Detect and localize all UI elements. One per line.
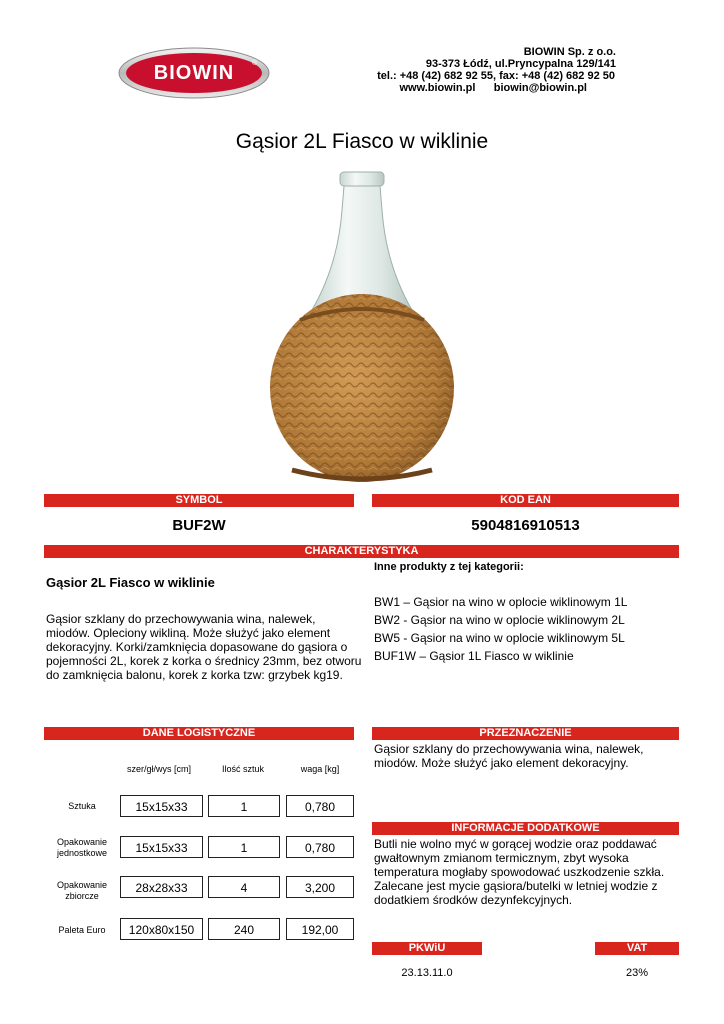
weight-cell: 192,00 [286,918,354,940]
row-label-sztuka: Sztuka [68,801,96,811]
purpose-header: PRZEZNACZENIE [372,727,679,740]
weight-cell: 3,200 [286,876,354,898]
description-line: dekoracyjny. Korki/zamknięcia dopasowane do gąsiora o [46,640,348,654]
description-line: do zamknięcia balonu, korek z korka tzw: grzybek kg19. [46,668,343,682]
company-name: BIOWIN Sp. z o.o. [523,46,616,58]
dims-cell: 120x80x150 [120,918,203,940]
purpose-text [374,742,684,770]
company-web-line [300,82,587,94]
description-line: Gąsior szklany do przechowywania wina, nalewek, [46,612,316,626]
additional-line: temperatura mogłaby spowodować uszkodzenie szkła. [374,865,665,879]
row-label-collective-package: Opakowanie zbiorcze [56,880,108,901]
product-description [46,612,366,682]
row-label-euro-pallet: Paleta Euro [58,925,106,935]
related-item[interactable]: BW2 - Gąsior na wino w oplocie wiklinowym 2L [374,613,625,627]
characteristics-header: CHARAKTERYSTYKA [44,545,679,558]
description-line: miodów. Opleciony wikliną. Może służyć jako element [46,626,331,640]
symbol-header: SYMBOL [44,494,354,507]
company-email[interactable]: biowin@biowin.pl [493,82,587,94]
biowin-logo [118,47,270,99]
purpose-line: Gąsior szklany do przechowywania wina, nalewek, [374,742,644,756]
weight-cell: 0,780 [286,795,354,817]
description-line: pojemności 2L, korek z korka o średnicy 23mm, bez otworu [46,654,362,668]
vat-value: 23% [625,967,649,979]
registered-mark: ® [252,60,258,67]
qty-cell: 1 [208,795,280,817]
related-item[interactable]: BW1 – Gąsior na wino w oplocie wiklinowym 1L [374,595,628,609]
additional-line: gwałtownym zmianom termicznym, zbyt wysoka [374,851,629,865]
dims-cell: 15x15x33 [120,795,203,817]
company-info [316,46,616,70]
additional-info-text [374,837,689,907]
dims-cell: 15x15x33 [120,836,203,858]
logistics-header: DANE LOGISTYCZNE [44,727,354,740]
logo-text: BIOWIN [153,62,235,84]
company-website[interactable]: www.biowin.pl [399,82,476,94]
col-dims-header: szer/gł/wys [cm] [126,764,191,774]
additional-info-header: INFORMACJE DODATKOWE [372,822,679,835]
company-address: 93-373 Łódź, ul.Pryncypalna 129/141 [425,58,616,70]
related-list [374,595,694,667]
vat-header: VAT [595,942,679,955]
col-qty-header: Ilość sztuk [221,764,264,774]
additional-line: Butli nie wolno myć w gorącej wodzie oraz poddawać [374,837,657,851]
col-weight-header: waga [kg] [300,764,340,774]
related-header: Inne produkty z tej kategorii: [374,561,524,573]
related-item[interactable]: BUF1W – Gąsior 1L Fiasco w wiklinie [374,649,574,663]
product-name: Gąsior 2L Fiasco w wiklinie [46,575,215,590]
page-title: Gąsior 2L Fiasco w wiklinie [235,130,489,153]
related-item[interactable]: BW5 - Gąsior na wino w oplocie wiklinowym 5L [374,631,625,645]
weight-cell: 0,780 [286,836,354,858]
company-phone: tel.: +48 (42) 682 92 55, fax: +48 (42) 682 92 50 [377,70,615,82]
purpose-line: miodów. Może służyć jako element dekoracyjny. [374,756,629,770]
row-label-unit-package: Opakowanie jednostkowe [56,837,108,858]
qty-cell: 4 [208,876,280,898]
qty-cell: 240 [208,918,280,940]
qty-cell: 1 [208,836,280,858]
ean-header: KOD EAN [372,494,679,507]
additional-line: dodatkiem środków dezynfekcyjnych. [374,893,573,907]
pkwiu-value: 23.13.11.0 [401,967,453,979]
symbol-value: BUF2W [172,517,226,534]
pkwiu-header: PKWiU [372,942,482,955]
additional-line: Zalecane jest mycie gąsiora/butelki w letniej wodzie z [374,879,658,893]
product-image [262,170,462,485]
dims-cell: 28x28x33 [120,876,203,898]
ean-value: 5904816910513 [471,517,580,534]
